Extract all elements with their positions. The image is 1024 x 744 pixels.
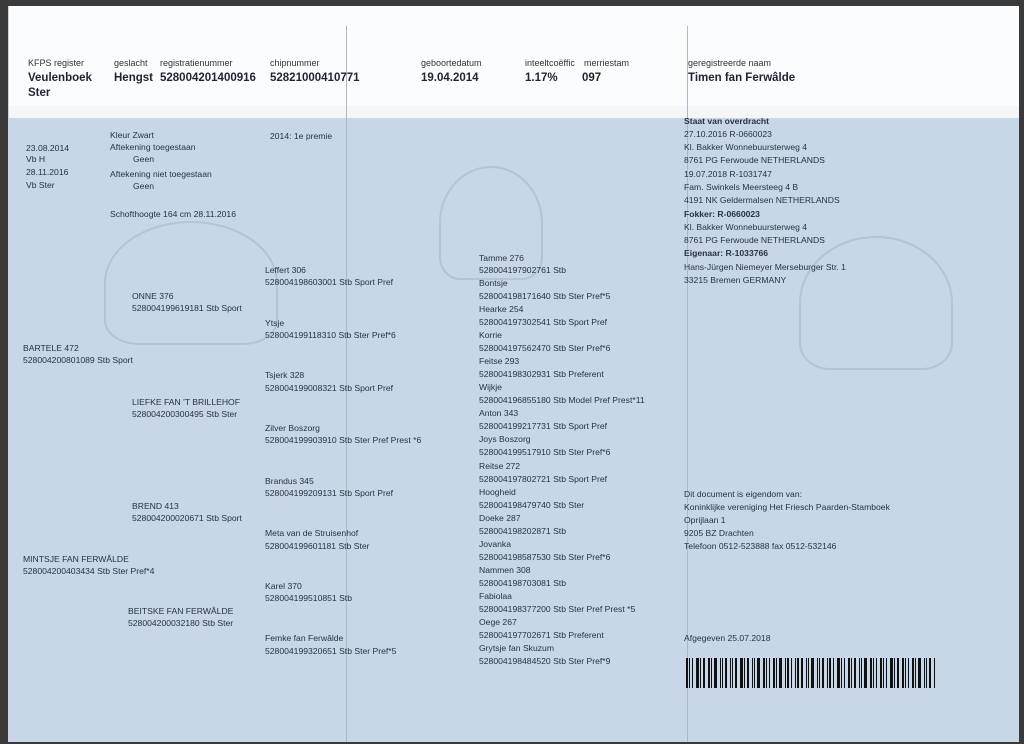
barcode-bar [779, 658, 782, 688]
transfer-line: 27.10.2016 R-0660023 [684, 129, 772, 139]
barcode-bar [692, 658, 693, 688]
document-owner: 9205 BZ Drachten [684, 528, 754, 538]
barcode-bar [926, 658, 927, 688]
transfer-line: 19.07.2018 R-1031747 [684, 169, 772, 179]
barcode-bar [763, 658, 765, 688]
barcode-bar [912, 658, 914, 688]
aftekening-niet-toegestaan: Aftekening niet toegestaan [110, 169, 212, 179]
barcode-bar [897, 658, 899, 688]
crown-watermark [799, 236, 953, 370]
geboortedatum-label: geboortedatum [421, 58, 482, 68]
fokker: Fokker: R-0660023 [684, 209, 760, 219]
g4-number: 528004199217731 Stb Sport Pref [479, 421, 608, 431]
barcode-bar [730, 658, 731, 688]
barcode-bar [795, 658, 796, 688]
document-owner: Dit document is eigendom van: [684, 489, 802, 499]
chipnummer-label: chipnummer [270, 58, 320, 68]
g4-name: Tamme 276 [479, 253, 524, 263]
g4-number: 528004197902761 Stb [479, 265, 566, 275]
transfer-line: Fam. Swinkels Meersteeg 4 B [684, 182, 799, 192]
registratienummer-value: 528004201400916 [160, 72, 256, 84]
barcode-bar [924, 658, 925, 688]
crown-watermark [104, 221, 278, 345]
barcode-bar [905, 658, 906, 688]
g4-name: Fabiolaa [479, 591, 512, 601]
barcode-bar [757, 658, 760, 688]
g4-name: Wijkje [479, 382, 502, 392]
g4-number: 528004197562470 Stb Ster Pref*6 [479, 343, 611, 353]
g4-number: 528004198484520 Stb Ster Pref*9 [479, 656, 611, 666]
merriestam-value: 097 [582, 72, 602, 84]
transfer-line: 8761 PG Ferwoude NETHERLANDS [684, 155, 825, 165]
grandparent-name: BEITSKE FAN FERWÂLDE [128, 606, 234, 616]
transfer-line: 4191 NK Geldermalsen NETHERLANDS [684, 195, 840, 205]
barcode-bar [797, 658, 799, 688]
barcode-bar [915, 658, 916, 688]
g4-name: Feitse 293 [479, 356, 520, 366]
barcode-bar [817, 658, 818, 688]
barcode-bar [700, 658, 701, 688]
g4-name: Grytsje fan Skuzum [479, 643, 554, 653]
ancestor-number: 528004199320651 Stb Ster Pref*5 [265, 646, 397, 656]
grandparent-number: 528004200300495 Stb Ster [132, 409, 238, 419]
barcode-bar [827, 658, 828, 688]
barcode-bar [833, 658, 834, 688]
g4-name: Joys Boszorg [479, 434, 531, 444]
transfer-line: Kl. Bakker Wonnebuursterweg 4 [684, 142, 808, 152]
ancestor-name: Tsjerk 328 [265, 370, 305, 380]
barcode-bar [776, 658, 777, 688]
g4-number: 528004198202871 Stb [479, 526, 566, 536]
grandparent-name: BREND 413 [132, 501, 179, 511]
barcode-bar [744, 658, 745, 688]
g4-name: Korrie [479, 330, 502, 340]
barcode-bar [822, 658, 824, 688]
barcode-bar [837, 658, 840, 688]
barcode-bar [725, 658, 727, 688]
g4-number: 528004199517910 Stb Ster Pref*6 [479, 447, 611, 457]
barcode-bar [876, 658, 877, 688]
afgegeven-date: Afgegeven 25.07.2018 [684, 633, 771, 643]
g4-name: Doeke 287 [479, 513, 521, 523]
ancestor-name: Meta van de Struisenhof [265, 528, 359, 538]
barcode-bar [829, 658, 831, 688]
ancestor-name: Ytsje [265, 318, 285, 328]
barcode-bar [686, 658, 688, 688]
barcode-bar [703, 658, 705, 688]
naam-value: Timen fan Ferwâlde [688, 72, 796, 84]
date-entry: 23.08.2014 [26, 143, 70, 153]
staat-van-overdracht: Staat van overdracht [684, 116, 770, 126]
kleur: Kleur Zwart [110, 130, 154, 140]
barcode-bar [773, 658, 775, 688]
g4-number: 528004198377200 Stb Ster Pref Prest *5 [479, 604, 636, 614]
premie: 2014: 1e premie [270, 131, 333, 141]
ancestor-number: 528004198603001 Stb Sport Pref [265, 277, 394, 287]
barcode-bar [864, 658, 867, 688]
grandparent-name: ONNE 376 [132, 291, 174, 301]
g4-number: 528004198703081 Stb [479, 578, 566, 588]
g4-number: 528004198479740 Stb Ster [479, 500, 585, 510]
g4-name: Jovanka [479, 539, 512, 549]
chipnummer-value: 52821000410771 [270, 72, 360, 84]
barcode-bar [929, 658, 931, 688]
barcode-bar [791, 658, 792, 688]
barcode-bar [886, 658, 887, 688]
fokker-address: 8761 PG Ferwoude NETHERLANDS [684, 235, 825, 245]
kfps-register-label: KFPS register [28, 58, 85, 68]
barcode-bar [811, 658, 814, 688]
barcode [686, 658, 941, 688]
barcode-bar [708, 658, 710, 688]
barcode-bar [696, 658, 699, 688]
barcode-bar [787, 658, 789, 688]
grandparent-number: 528004200032180 Stb Ster [128, 618, 234, 628]
sire-number: 528004200801089 Stb Sport [23, 355, 133, 365]
barcode-bar [918, 658, 921, 688]
ancestor-number: 528004199903910 Stb Ster Pref Prest *6 [265, 435, 422, 445]
document-owner: Telefoon 0512-523888 fax 0512-532146 [684, 541, 837, 551]
barcode-bar [785, 658, 786, 688]
g4-number: 528004197802721 Stb Sport Pref [479, 474, 608, 484]
barcode-bar [851, 658, 852, 688]
pedigree-certificate [8, 6, 1019, 742]
document-owner: Koninklijke vereniging Het Friesch Paarden-Stamboek [684, 502, 890, 512]
grandparent-number: 528004199619181 Stb Sport [132, 303, 242, 313]
g4-name: Anton 343 [479, 408, 519, 418]
eigenaar: Eigenaar: R-1033766 [684, 248, 769, 258]
barcode-bar [769, 658, 770, 688]
grandparent-number: 528004200020671 Stb Sport [132, 513, 242, 523]
barcode-bar [883, 658, 884, 688]
barcode-bar [740, 658, 743, 688]
aftekening-value: Geen [133, 154, 155, 164]
geslacht-label: geslacht [114, 58, 148, 68]
barcode-bar [870, 658, 872, 688]
g4-number: 528004198587530 Stb Ster Pref*6 [479, 552, 611, 562]
fokker-address: Kl. Bakker Wonnebuursterweg 4 [684, 222, 808, 232]
geslacht-value: Hengst [114, 72, 153, 84]
date-entry-type: Vb Ster [26, 180, 55, 190]
date-entry-type: Vb H [26, 154, 46, 164]
schofthoogte: Schofthoogte 164 cm 28.11.2016 [110, 209, 236, 219]
barcode-bar [908, 658, 909, 688]
g4-number: 528004196855180 Stb Model Pref Prest*11 [479, 395, 645, 405]
barcode-bar [859, 658, 860, 688]
ancestor-number: 528004199209131 Stb Sport Pref [265, 488, 394, 498]
certificate-header [9, 6, 1019, 106]
barcode-bar [848, 658, 850, 688]
kfps-register-value-2: Ster [28, 87, 51, 99]
eigenaar-address: Hans-Jürgen Niemeyer Merseburger Str. 1 [684, 262, 846, 272]
barcode-bar [934, 658, 935, 688]
barcode-bar [752, 658, 753, 688]
barcode-bar [890, 658, 893, 688]
sire-name: BARTELE 472 [23, 343, 79, 353]
aftekening-value: Geen [133, 181, 155, 191]
barcode-bar [808, 658, 809, 688]
inteelt-label: inteeltcoëffic [525, 58, 575, 68]
ancestor-name: Femke fan Ferwâlde [265, 633, 344, 643]
barcode-bar [732, 658, 733, 688]
barcode-bar [711, 658, 712, 688]
ancestor-name: Zilver Boszorg [265, 423, 320, 433]
barcode-bar [819, 658, 820, 688]
grandparent-name: LIEFKE FAN 'T BRILLEHOF [132, 397, 240, 407]
barcode-bar [689, 658, 690, 688]
document-owner: Oprijlaan 1 [684, 515, 726, 525]
barcode-bar [861, 658, 862, 688]
ancestor-name: Brandus 345 [265, 476, 314, 486]
barcode-bar [873, 658, 874, 688]
g4-number: 528004198302931 Stb Preferent [479, 369, 604, 379]
g4-number: 528004197702671 Stb Preferent [479, 630, 604, 640]
ancestor-number: 528004199118310 Stb Ster Pref*6 [265, 330, 396, 340]
barcode-bar [735, 658, 737, 688]
dam-number: 528004200403434 Stb Ster Pref*4 [23, 566, 155, 576]
g4-name: Hoogheid [479, 487, 516, 497]
barcode-bar [844, 658, 845, 688]
g4-name: Hearke 254 [479, 304, 524, 314]
barcode-bar [854, 658, 856, 688]
dam-name: MINTSJE FAN FERWÂLDE [23, 554, 129, 564]
eigenaar-address: 33215 Bremen GERMANY [684, 275, 787, 285]
g4-name: Bontsje [479, 278, 508, 288]
g4-name: Reitse 272 [479, 461, 521, 471]
date-entry: 28.11.2016 [26, 167, 69, 177]
merriestam-label: merriestam [584, 58, 630, 68]
g4-name: Nammen 308 [479, 565, 531, 575]
g4-name: Oege 267 [479, 617, 517, 627]
ancestor-number: 528004199510851 Stb [265, 593, 352, 603]
barcode-bar [880, 658, 882, 688]
barcode-bar [766, 658, 767, 688]
geboortedatum-value: 19.04.2014 [421, 72, 479, 84]
aftekening-toegestaan: Aftekening toegestaan [110, 142, 196, 152]
inteelt-value: 1.17% [525, 72, 558, 84]
barcode-bar [722, 658, 723, 688]
barcode-bar [720, 658, 721, 688]
kfps-register-value: Veulenboek [28, 72, 92, 84]
registratienummer-label: registratienummer [160, 58, 233, 68]
g4-number: 528004197302541 Stb Sport Pref [479, 317, 608, 327]
ancestor-number: 528004199008321 Stb Sport Pref [265, 383, 394, 393]
barcode-bar [841, 658, 842, 688]
barcode-bar [894, 658, 895, 688]
ancestor-name: Karel 370 [265, 581, 302, 591]
barcode-bar [806, 658, 807, 688]
barcode-bar [714, 658, 717, 688]
ancestor-name: Leffert 306 [265, 265, 306, 275]
g4-number: 528004198171640 Stb Ster Pref*5 [479, 291, 611, 301]
ancestor-number: 528004199601181 Stb Ster [265, 541, 370, 551]
barcode-bar [747, 658, 749, 688]
naam-label: geregistreerde naam [688, 58, 772, 68]
barcode-bar [902, 658, 904, 688]
barcode-bar [754, 658, 755, 688]
barcode-bar [801, 658, 803, 688]
